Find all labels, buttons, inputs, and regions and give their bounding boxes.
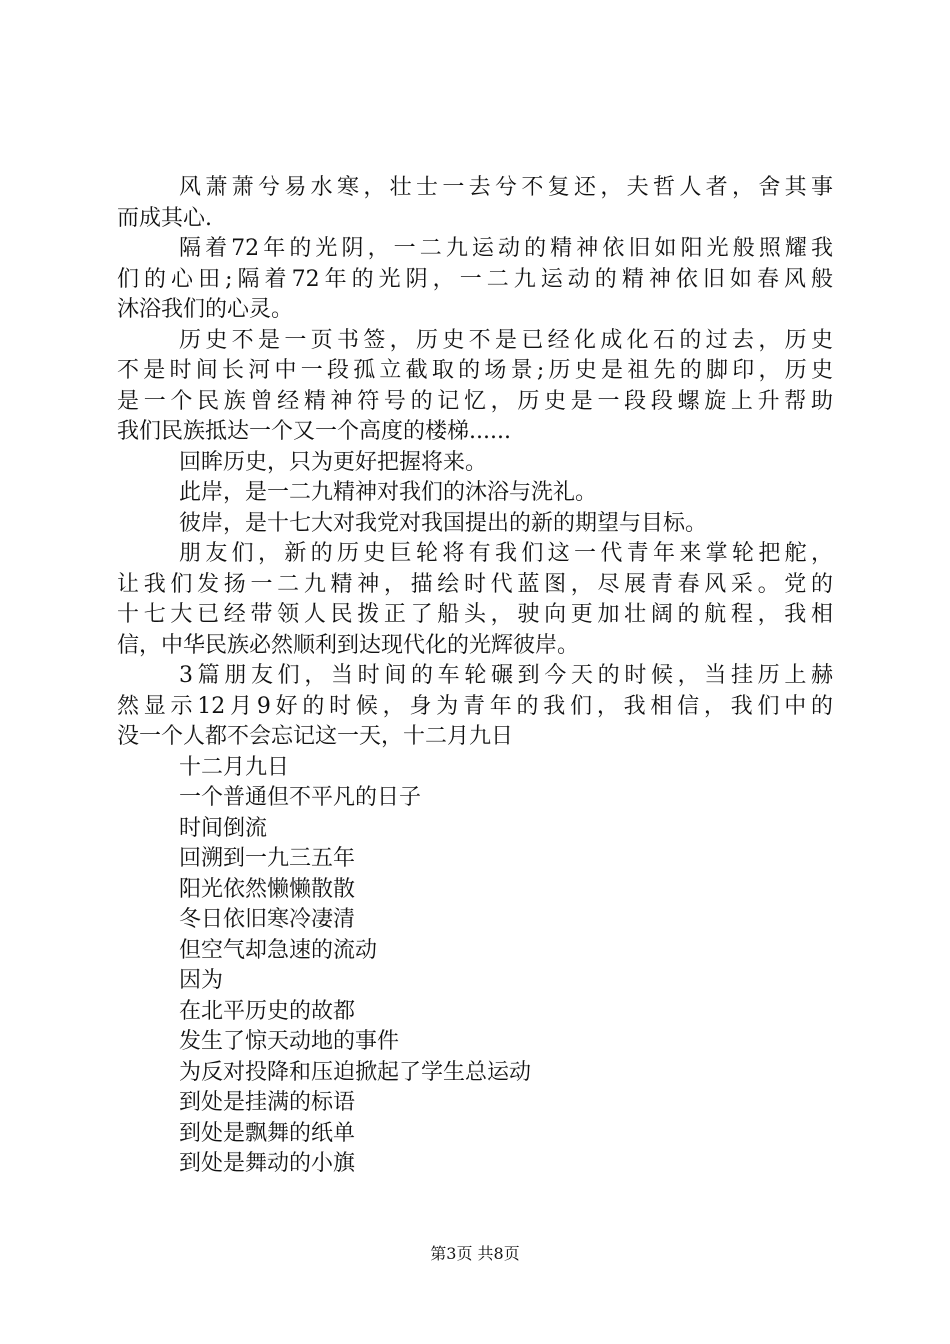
text-line: 朋友们，新的历史巨轮将有我们这一代青年来掌轮把舵， (179, 541, 833, 566)
text-line: 历史不是一页书签，历史不是已经化成化石的过去，历史 (179, 327, 833, 353)
document-body (117, 173, 833, 1180)
text-line: 们的心田;隔着72年的光阴，一二九运动的精神依旧如春风般 (117, 266, 833, 292)
text-line: 而成其心. (117, 205, 212, 231)
text-line: 发生了惊天动地的事件 (179, 1029, 400, 1054)
text-line: 信，中华民族必然顺利到达现代化的光辉彼岸。 (117, 632, 580, 658)
text-line: 到处是挂满的标语 (179, 1090, 356, 1115)
text-line: 回眸历史，只为更好把握将来。 (179, 449, 488, 475)
text-line: 阳光依然懒懒散散 (179, 876, 356, 902)
text-line: 十七大已经带领人民拨正了船头，驶向更加壮阔的航程，我相 (117, 602, 833, 627)
text-line: 十二月九日 (179, 754, 290, 780)
text-line: 我们民族抵达一个又一个高度的楼梯...... (117, 419, 511, 444)
text-line: 到处是舞动的小旗 (179, 1151, 356, 1176)
text-line: 因为 (179, 968, 224, 993)
text-line: 是一个民族曾经精神符号的记忆，历史是一段段螺旋上升帮助 (117, 388, 833, 414)
page-footer: 第3页 共8页 (430, 1244, 520, 1263)
text-line: 没一个人都不会忘记这一天，十二月九日 (117, 724, 514, 749)
text-line: 此岸，是一二九精神对我们的沐浴与洗礼。 (179, 480, 598, 505)
text-line: 让我们发扬一二九精神，描绘时代蓝图，尽展青春风采。党的 (117, 571, 833, 597)
text-line: 彼岸，是十七大对我党对我国提出的新的期望与目标。 (179, 510, 708, 536)
text-line: 冬日依旧寒冷凄清 (179, 907, 356, 932)
text-line: 不是时间长河中一段孤立截取的场景;历史是祖先的脚印，历史 (117, 358, 833, 383)
text-line: 为反对投降和压迫掀起了学生总运动 (179, 1059, 532, 1085)
text-line: 然显示12月9好的时候，身为青年的我们，我相信，我们中的 (117, 693, 833, 719)
text-line: 在北平历史的故都 (179, 998, 356, 1024)
text-line: 但空气却急速的流动 (179, 937, 378, 963)
text-line: 到处是飘舞的纸单 (179, 1120, 356, 1146)
text-line: 回溯到一九三五年 (179, 846, 356, 871)
text-line: 时间倒流 (179, 815, 268, 841)
text-line: 一个普通但不平凡的日子 (179, 785, 422, 810)
text-line: 3篇朋友们，当时间的车轮碾到今天的时候，当挂历上赫 (179, 663, 833, 688)
text-line: 沐浴我们的心灵。 (117, 297, 294, 322)
text-line: 风萧萧兮易水寒，壮士一去兮不复还，夫哲人者，舍其事 (179, 175, 833, 200)
text-line: 隔着72年的光阴，一二九运动的精神依旧如阳光般照耀我 (179, 236, 833, 261)
